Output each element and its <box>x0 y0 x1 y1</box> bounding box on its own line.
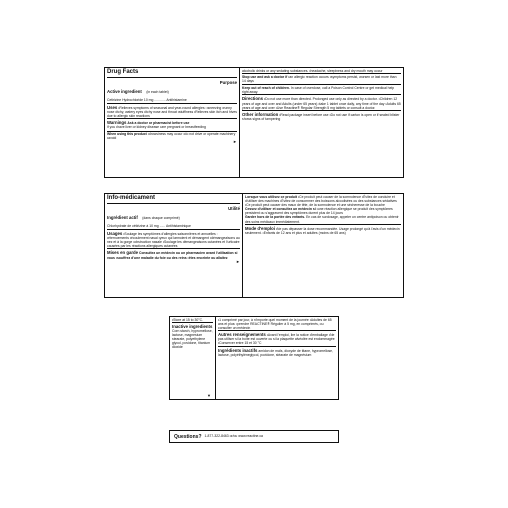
stop-use-section <box>242 73 401 84</box>
autres-renseignements-label: Autres renseignements <box>218 332 266 338</box>
uses-text: •Relieves symptoms of seasonal and year-round allergies: •sneezing •runny nose •itchy, watery eyes •itchy nose and throat •stuffiness •Relieves skin itch and hives due to allergic skin reactions <box>107 105 237 118</box>
mises-en-garde-text: Consultez un médecin ou un pharmacien avant l'utilisation si vous •souffrez d'une maladie du foie ou des reins •êtes enceinte ou allaitez <box>107 251 238 260</box>
ingredients-inactifs-section <box>218 346 336 358</box>
ingredient-actif-section <box>107 205 240 229</box>
other-information-text: •Read package insert before use •Do not use if carton is open or if sealed blister shows signs of tampering <box>242 113 400 122</box>
usages-label: Usages <box>107 230 123 236</box>
when-using-text: •drowsiness may occur •do not drive or operate machinery •avoid <box>107 132 236 141</box>
uses-section <box>107 103 237 119</box>
ingredient-actif-label: Ingrédient actif <box>107 215 138 220</box>
cessez-text: •une réaction allergique se produit •les symptômes persistent ou s'aggravent •les symptômes durent plus de 14 jours <box>245 207 393 216</box>
warnings-ask: Ask a doctor or pharmacist before use <box>127 121 190 126</box>
info-medicament-header: Info-médicament <box>107 194 240 204</box>
ingredients-inactifs-label: Ingrédients inactifs <box>218 348 258 354</box>
usages-text: •Soulage les symptômes d'allergies saisonnières et annuelles : •éternuements •écoulement nasal •yeux qui larmoient et démangent •démangeaisons au nez et à la gorge •obstruction nasale •Soulage les démangeaisons cutanées et l'urticaire causées par les réactions allergiques cutanées <box>107 231 240 248</box>
directions-text: •Do not use more than directed. Prolonged use only as directed by a doctor. •Children 12 years of age and over and Adults (under 65 years) •take 1 tablet once daily, any time of the day •Adults 65 years of age and over •Use Reactine® Regular Strength 5 mg tablets or consult a doctor. <box>242 97 401 110</box>
mises-en-garde-section <box>107 248 240 264</box>
questions-label: Questions? <box>174 433 202 440</box>
info-medicament-right-column <box>243 194 403 297</box>
garder-text: En cas de surdosage, appeler un centre antipoison ou obtenir des soins médicaux immédiatement. <box>245 215 399 224</box>
drug-facts-header: Drug Facts <box>107 68 237 78</box>
when-using-label: When using this product <box>107 132 147 137</box>
drug-facts-panel <box>104 67 404 178</box>
active-ingredient-label: Active ingredient <box>107 89 142 94</box>
garder-label: Garder hors de la portée des enfants. <box>245 215 306 220</box>
lorsque-label: Lorsque vous utilisez ce produit <box>245 195 297 199</box>
other-information-section <box>242 110 401 122</box>
mode-emploi-section <box>245 224 401 236</box>
mode-emploi-label: Mode d'emploi <box>245 225 275 231</box>
continue-arrow-icon: ► <box>236 258 240 264</box>
lorsque-text: •Ce produit peut causer de la somnolence •Évitez de conduire et d'utiliser des machines •Évitez de consommer des boissons alcoolisées ou des substances sédatives •Ce produit peut causer des maux de tête, de la somnolence et une sécheresse de la bouche <box>245 195 397 208</box>
ingredient-actif-suffix: (dans chaque comprimé) <box>142 216 180 220</box>
mises-en-garde-label: Mises en garde <box>107 250 139 256</box>
stop-use-label: Stop use and ask a doctor if <box>242 75 288 80</box>
inactive-ingredients-panel <box>169 316 339 400</box>
uses-label: Uses <box>107 104 118 110</box>
dosage-text: •1 comprimé par jour, à n'importe quel moment de la journée •Adultes de 65 ans et plus: •prendre REACTINE® Régulier à 5 mg, en comprimés, ou consulter un médecin <box>218 318 332 331</box>
questions-panel <box>169 430 339 443</box>
keep-out-text: In case of overdose, call a Poison Control Centre or get medical help right away. <box>242 85 395 94</box>
drug-facts-left-column <box>105 68 239 177</box>
info-medicament-panel <box>104 193 404 298</box>
inactive-left-column <box>170 317 215 399</box>
inactive-ingredients-section <box>172 322 213 350</box>
drug-facts-right-column <box>240 68 403 177</box>
purpose-label: Purpose <box>219 80 237 85</box>
questions-contact-text: 1-877-322-8463 or/ou www.reactine.ca <box>204 434 263 439</box>
other-information-label: Other information <box>242 112 279 118</box>
warnings-section <box>107 118 237 144</box>
autres-renseignements-section <box>218 330 336 346</box>
ingredients-inactifs-text: amidon de maïs, dioxyde de titane, hypromellose, lactose, polyéthylèneglycol, povidone, stéarate de magnésium <box>218 349 333 358</box>
info-medicament-left-column <box>105 194 242 297</box>
keep-out-section <box>242 84 401 95</box>
active-ingredient-section <box>107 79 237 103</box>
continue-arrow-icon: ► <box>233 139 237 145</box>
utilite-label: Utilité <box>228 206 240 211</box>
active-ingredient-line: Cetirizine Hydrochloride 10 mg ............ Antihistamine <box>107 98 187 102</box>
alcohol-warning-text: alcoholic drinks or any sedating substances. •headache, sleepiness and dry mouth may occur <box>242 69 383 73</box>
keep-out-label: Keep out of reach of children. <box>242 85 290 90</box>
stop-use-text: •an allergic reaction occurs •symptoms persist, worsen or last more than 14 days <box>242 75 397 84</box>
directions-label: Directions <box>242 96 264 102</box>
mode-emploi-text: •Ne pas dépasser la dose recommandée. Usage prolongé qu'à l'avis d'un médecin seulement. •Enfants de 12 ans et plus et adultes (moins de 65 ans) <box>245 226 400 235</box>
usages-section <box>107 229 240 249</box>
inactive-ingredients-label: Inactive ingredients <box>172 324 213 330</box>
directions-section <box>242 94 401 110</box>
autres-renseignements-text: •Avant l'emploi, lire la notice d'emballage •Ne pas utiliser si la boîte est ouverte ou si la plaquette alvéolée est endommagée •Conserver entre 15 et 30 °C <box>218 333 335 346</box>
warnings-if-text: if you •have liver or kidney disease •are pregnant or breastfeeding <box>107 125 206 130</box>
ingredient-actif-line: Chlorhydrate de cétirizine à 10 mg ...... Antihistaminique <box>107 224 191 228</box>
cessez-label: Cessez d'utiliser et consultez un médecin si <box>245 207 316 212</box>
continue-arrow-icon: ▼ <box>207 393 211 398</box>
active-ingredient-suffix: (in each tablet) <box>146 90 169 94</box>
inactive-right-column <box>216 317 338 399</box>
inactive-ingredients-text: Corn starch, hypromellose, lactose, magnesium stearate, polyethylene glycol, povidone, titanium dioxide <box>172 329 213 350</box>
store-text: •Store at 15 to 30°C. <box>172 318 204 322</box>
warnings-label: Warnings <box>107 120 127 126</box>
